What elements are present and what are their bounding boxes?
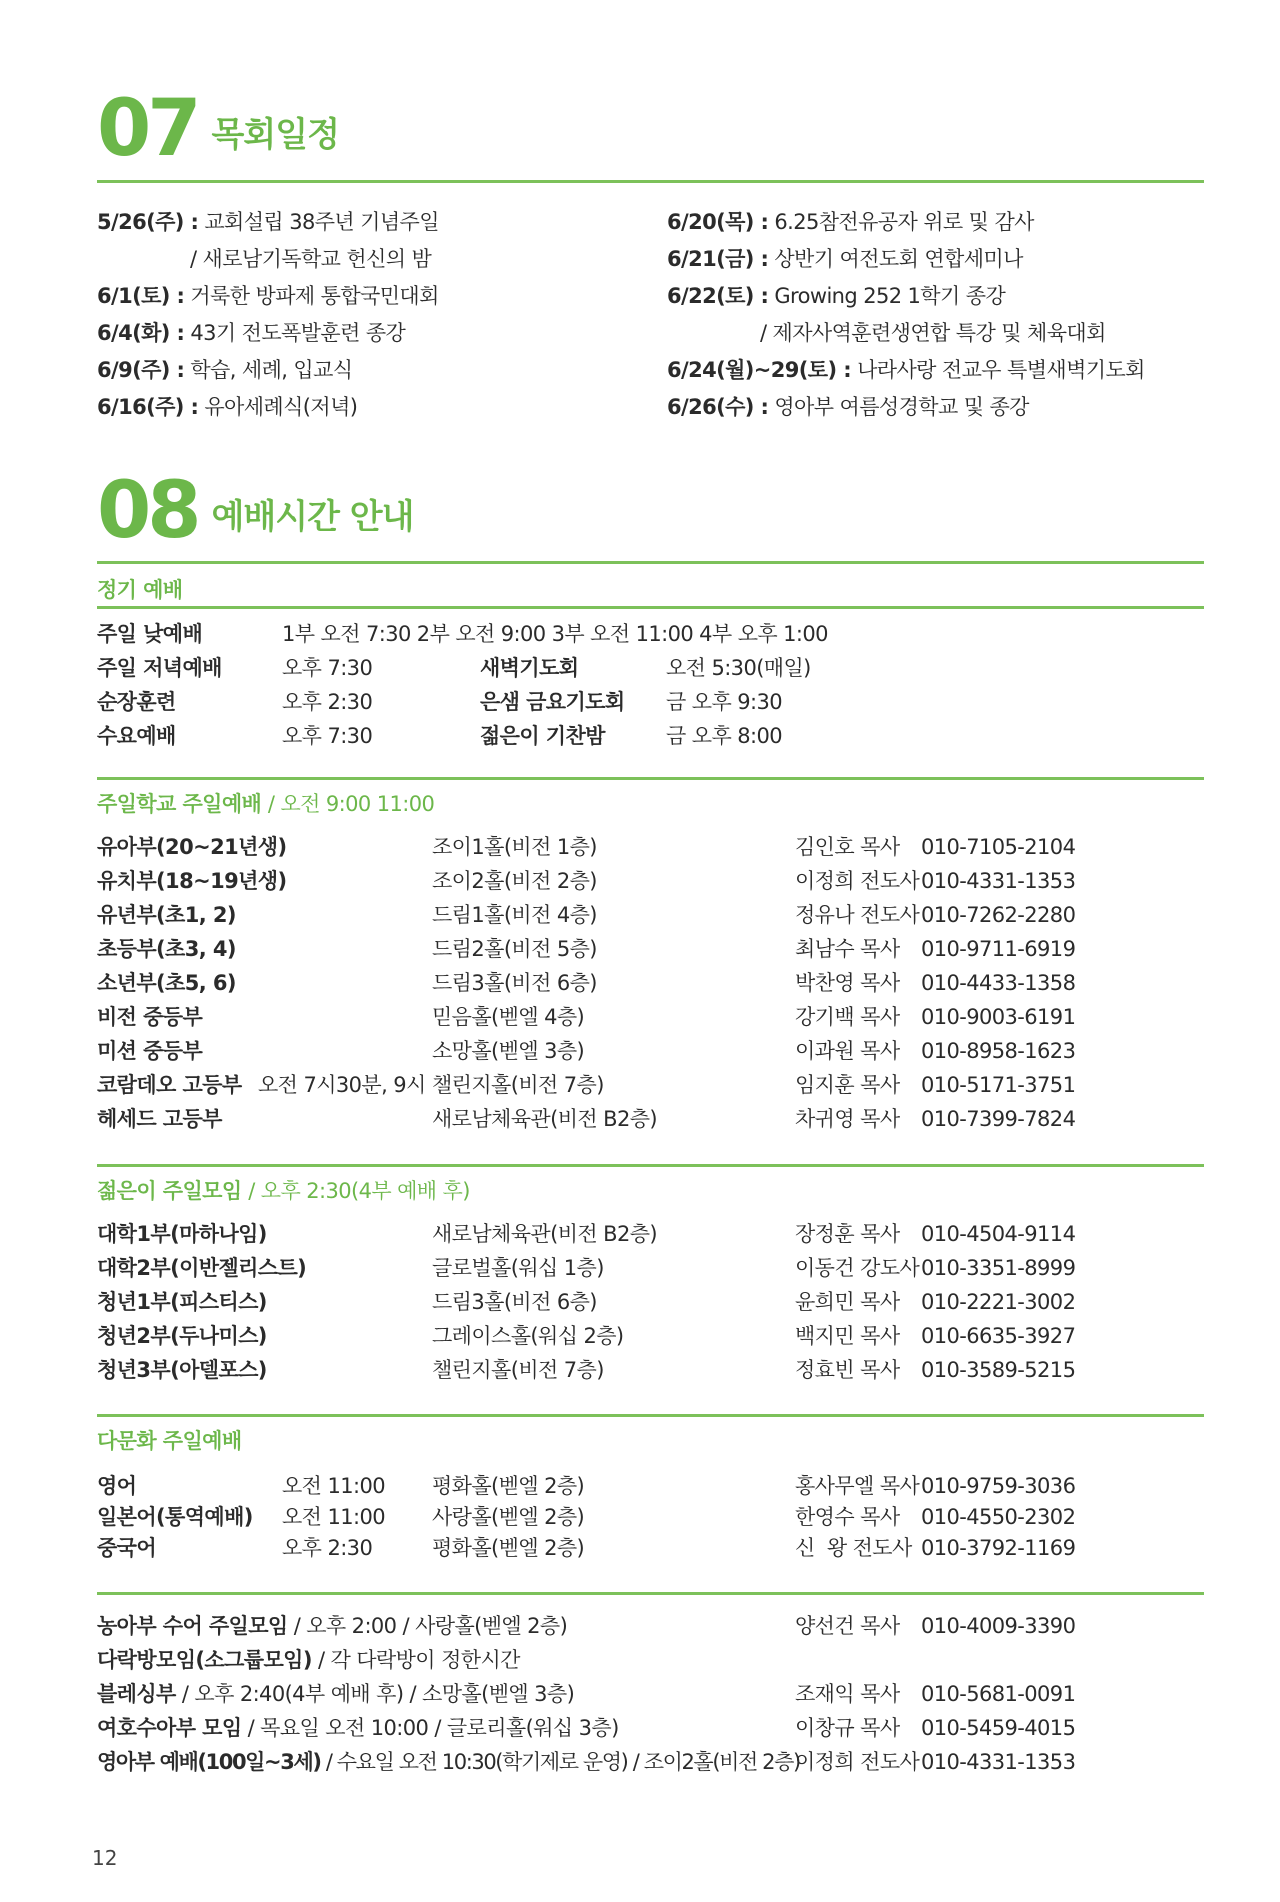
dept-place: 소망홀(벧엘 3층) [432,1039,585,1063]
meeting-name: 다락방모임(소그룹모임) [97,1648,312,1672]
schedule-item [97,356,352,384]
other-meeting [97,1748,800,1776]
dept-contact: 김인호 목사 [795,835,900,859]
other-meeting [97,1612,567,1640]
service-time: 오후 7:30 [282,656,373,680]
dept-phone: 010-5171-3751 [921,1073,1076,1097]
dept-name: 미션 중등부 [97,1039,203,1063]
service-time: 1부 오전 7:30 2부 오전 9:00 3부 오전 11:00 4부 오후 1:00 [282,622,828,646]
dept-phone: 010-7105-2104 [921,835,1076,859]
schedule-text: 영아부 여름성경학교 및 종강 [774,395,1029,419]
schedule-text: 학습, 세례, 입교식 [190,358,353,382]
dept-contact: 정효빈 목사 [795,1358,900,1382]
regular-service-heading: 정기 예배 [97,578,183,602]
schedule-item [97,319,405,347]
dept-phone: 010-9003-6191 [921,1005,1076,1029]
meeting-name: 영아부 예배(100일~3세) [97,1750,321,1774]
dept-contact: 임지훈 목사 [795,1073,900,1097]
service-name: 주일 낮예배 [97,622,203,646]
dept-note: 오전 7시30분, 9시 [258,1073,426,1097]
dept-contact: 홍사무엘 목사 [795,1474,920,1498]
dept-phone: 010-9759-3036 [921,1474,1076,1498]
schedule-date: 6/26(수) : [667,395,769,419]
service-name: 순장훈련 [97,690,176,714]
divider [97,606,1204,609]
dept-name: 청년3부(아델포스) [97,1358,267,1382]
dept-contact: 최남수 목사 [795,937,900,961]
dept-place: 드림3홀(비전 6층) [432,1290,597,1314]
schedule-date: 6/1(토) : [97,284,185,308]
dept-place: 새로남체육관(비전 B2층) [432,1222,658,1246]
dept-contact: 이과원 목사 [795,1039,900,1063]
schedule-text: / 새로남기독학교 헌신의 밤 [190,247,432,271]
service-time: 금 오후 9:30 [666,690,782,714]
schedule-item [97,282,439,310]
dept-contact: 장정훈 목사 [795,1222,900,1246]
other-meeting [97,1646,520,1674]
schedule-item [97,208,439,236]
service-name: 젊은이 기찬밤 [480,724,605,748]
dept-phone: 010-6635-3927 [921,1324,1076,1348]
meeting-phone: 010-5459-4015 [921,1716,1076,1740]
dept-time: 오후 2:30 [282,1536,373,1560]
dept-name: 비전 중등부 [97,1005,203,1029]
dept-name: 유년부(초1, 2) [97,903,236,927]
meeting-detail: / 각 다락방이 정한시간 [317,1648,520,1672]
dept-name: 코람데오 고등부 [97,1073,242,1097]
dept-place: 드림1홀(비전 4층) [432,903,597,927]
service-name: 새벽기도회 [480,656,579,680]
meeting-phone: 010-5681-0091 [921,1682,1076,1706]
dept-place: 그레이스홀(워십 2층) [432,1324,624,1348]
schedule-date: 6/24(월)~29(토) : [667,358,851,382]
dept-contact: 강기백 목사 [795,1005,900,1029]
dept-place: 평화홀(벧엘 2층) [432,1474,585,1498]
dept-phone: 010-3351-8999 [921,1256,1076,1280]
schedule-text: 유아세례식(저녁) [204,395,358,419]
meeting-detail: / 오후 2:00 / 사랑홀(벧엘 2층) [293,1614,568,1638]
dept-place: 평화홀(벧엘 2층) [432,1536,585,1560]
dept-place: 사랑홀(벧엘 2층) [432,1505,585,1529]
schedule-text: 교회설립 38주년 기념주일 [204,210,439,234]
dept-phone: 010-7262-2280 [921,903,1076,927]
dept-contact: 한영수 목사 [795,1505,900,1529]
meeting-detail: / 오후 2:40(4부 예배 후) / 소망홀(벧엘 3층) [181,1682,575,1706]
dept-phone: 010-9711-6919 [921,937,1076,961]
meeting-contact: 이정희 전도사 [795,1750,920,1774]
other-meeting [97,1680,574,1708]
divider [97,180,1204,183]
schedule-item [667,208,1034,236]
dept-name: 대학1부(마하나임) [97,1222,267,1246]
dept-place: 드림3홀(비전 6층) [432,971,597,995]
dept-name: 일본어(통역예배) [97,1505,253,1529]
meeting-contact: 양선건 목사 [795,1614,900,1638]
dept-contact: 정유나 전도사 [795,903,920,927]
service-time: 오후 7:30 [282,724,373,748]
sunday-school-heading-time: / 오전 9:00 11:00 [267,792,435,816]
schedule-text: Growing 252 1학기 종강 [774,284,1006,308]
dept-phone: 010-4331-1353 [921,869,1076,893]
schedule-item [760,319,1106,347]
section-08-header [97,466,414,556]
section-07-number: 07 [97,84,198,174]
dept-contact: 차귀영 목사 [795,1107,900,1131]
dept-name: 청년1부(피스티스) [97,1290,267,1314]
dept-place: 조이1홀(비전 1층) [432,835,597,859]
dept-phone: 010-4550-2302 [921,1505,1076,1529]
schedule-item [667,356,1145,384]
dept-place: 새로남체육관(비전 B2층) [432,1107,658,1131]
schedule-date: 6/20(목) : [667,210,769,234]
meeting-name: 블레싱부 [97,1682,176,1706]
divider [97,561,1204,564]
dept-contact: 백지민 목사 [795,1324,900,1348]
dept-name: 유아부(20~21년생) [97,835,287,859]
youth-heading [97,1175,470,1205]
dept-phone: 010-8958-1623 [921,1039,1076,1063]
sunday-school-heading [97,788,434,818]
dept-place: 글로벌홀(워십 1층) [432,1256,604,1280]
dept-contact: 신 왕 전도사 [795,1536,912,1560]
service-time: 오전 5:30(매일) [666,656,811,680]
dept-name: 중국어 [97,1536,157,1560]
schedule-item [667,393,1029,421]
meeting-contact: 이창규 목사 [795,1716,900,1740]
dept-time: 오전 11:00 [282,1505,385,1529]
section-08-title: 예배시간 안내 [211,497,414,537]
dept-place: 조이2홀(비전 2층) [432,869,597,893]
sunday-school-heading-label: 주일학교 주일예배 [97,792,262,816]
dept-contact: 박찬영 목사 [795,971,900,995]
section-08-number: 08 [97,466,198,556]
schedule-item [190,245,431,273]
schedule-text: 나라사랑 전교우 특별새벽기도회 [857,358,1145,382]
meeting-contact: 조재익 목사 [795,1682,900,1706]
dept-name: 초등부(초3, 4) [97,937,236,961]
meeting-phone: 010-4009-3390 [921,1614,1076,1638]
dept-name: 대학2부(이반젤리스트) [97,1256,307,1280]
schedule-text: 거룩한 방파제 통합국민대회 [190,284,439,308]
schedule-date: 6/16(주) : [97,395,199,419]
dept-phone: 010-3792-1169 [921,1536,1076,1560]
schedule-date: 5/26(주) : [97,210,199,234]
schedule-date: 6/4(화) : [97,321,185,345]
section-07-title: 목회일정 [211,115,339,155]
meeting-phone: 010-4331-1353 [921,1750,1076,1774]
schedule-item [97,393,357,421]
divider [97,1414,1204,1417]
schedule-date: 6/21(금) : [667,247,769,271]
dept-phone: 010-2221-3002 [921,1290,1076,1314]
divider [97,1592,1204,1595]
section-07-header [97,84,339,174]
dept-place: 챌린지홀(비전 7층) [432,1358,604,1382]
schedule-date: 6/22(토) : [667,284,769,308]
schedule-text: / 제자사역훈련생연합 특강 및 체육대회 [760,321,1106,345]
dept-place: 믿음홀(벧엘 4층) [432,1005,585,1029]
meeting-detail: / 목요일 오전 10:00 / 글로리홀(워십 3층) [247,1716,619,1740]
schedule-text: 상반기 여전도회 연합세미나 [774,247,1023,271]
dept-phone: 010-3589-5215 [921,1358,1076,1382]
youth-heading-label: 젊은이 주일모임 [97,1179,242,1203]
dept-phone: 010-4433-1358 [921,971,1076,995]
dept-name: 청년2부(두나미스) [97,1324,267,1348]
dept-phone: 010-4504-9114 [921,1222,1076,1246]
dept-name: 소년부(초5, 6) [97,971,236,995]
youth-heading-time: / 오후 2:30(4부 예배 후) [248,1179,470,1203]
schedule-text: 43기 전도폭발훈련 종강 [190,321,406,345]
schedule-text: 6.25참전유공자 위로 및 감사 [774,210,1034,234]
dept-contact: 이동건 강도사 [795,1256,920,1280]
schedule-date: 6/9(주) : [97,358,185,382]
dept-contact: 윤희민 목사 [795,1290,900,1314]
service-time: 금 오후 8:00 [666,724,782,748]
multicultural-heading: 다문화 주일예배 [97,1429,242,1453]
dept-name: 헤세드 고등부 [97,1107,222,1131]
dept-place: 챌린지홀(비전 7층) [432,1073,604,1097]
other-meeting [97,1714,619,1742]
page-number: 12 [92,1846,118,1870]
dept-name: 유치부(18~19년생) [97,869,287,893]
divider [97,777,1204,780]
dept-contact: 이정희 전도사 [795,869,920,893]
schedule-item [667,282,1005,310]
meeting-name: 농아부 수어 주일모임 [97,1614,288,1638]
meeting-detail: / 수요일 오전 10:30(학기제로 운영) / 조이2홀(비전 2층) [325,1750,800,1774]
schedule-item [667,245,1023,273]
service-name: 은샘 금요기도회 [480,690,625,714]
service-name: 주일 저녁예배 [97,656,222,680]
divider [97,1164,1204,1167]
dept-name: 영어 [97,1474,137,1498]
service-time: 오후 2:30 [282,690,373,714]
service-name: 수요예배 [97,724,176,748]
meeting-name: 여호수아부 모임 [97,1716,242,1740]
dept-phone: 010-7399-7824 [921,1107,1076,1131]
dept-place: 드림2홀(비전 5층) [432,937,597,961]
dept-time: 오전 11:00 [282,1474,385,1498]
